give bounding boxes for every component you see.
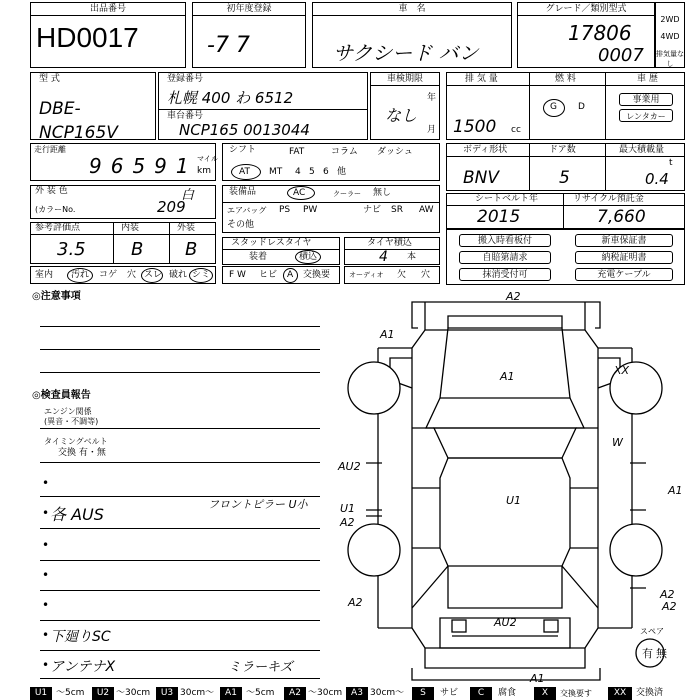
audio-label: オーディオ [349,271,384,279]
mark-roof: A1 [500,370,515,383]
doc-tax: 納税証明書 [575,251,673,264]
legend-a3-text: 30cm～ [370,688,405,698]
model-box [312,2,512,68]
audio-box [344,266,440,284]
legend-a2-text: ～30cm [308,688,343,698]
drive-2wd: 2WD [660,15,680,24]
legend-xx-code: XX [608,687,632,700]
body-box [446,143,685,191]
doc-signboard: 搬入時看板付 [459,234,551,247]
interior-cond-scuff: スレ [144,270,163,280]
recycle-value: 7,660 [597,207,646,227]
exterior-value: B [185,239,198,260]
fw-replace: 交換要 [303,270,331,280]
mark-hood: W [612,436,623,449]
mark-right-rear: A2 [660,588,675,601]
caution-title: ◎注意事項 [32,291,81,302]
mileage-value: 96591 [89,154,198,178]
grade-box [517,2,655,68]
legend-xx-text: 交換済 [636,688,664,698]
mark-bottom: A1 [530,672,545,685]
registration-label: 登録番号 [167,74,204,84]
shift-label: シフト [229,145,257,155]
legend-s-code: S [412,687,434,700]
bullet-2: • [42,506,50,520]
drive-4wd: 4WD [660,32,680,41]
legend-a1-text: ～5cm [246,688,275,698]
shift-column: コラム [331,147,358,157]
note-entry-4: アンテナX [50,659,116,675]
equipment-box [222,185,440,233]
capacity-label: 最大積載量 [619,145,665,155]
mark-left-mid: AU2 [338,460,361,473]
mark-left-front: A1 [380,328,395,341]
grade-label: グレード／類別型式 [518,3,654,16]
shift-4: 4 [295,167,301,177]
fw-box [222,266,340,284]
note-entry-1: 各 AUS [50,505,104,524]
shift-mt: MT [269,167,283,177]
drive-box [655,2,685,68]
legend-a3-code: A3 [346,687,368,700]
legend-c-code: C [470,687,492,700]
bullet-1: • [42,476,50,490]
timing-label: タイミングベルト [44,437,108,446]
note-entry-5: ミラーキズ [228,660,293,675]
body-value: BNV [463,168,500,188]
lot-id: HD0017 [36,22,139,53]
belt-label: シートベルト年 [475,194,539,204]
mark-right-front: XX [614,364,630,377]
equip-cooler: クーラー [333,190,361,198]
color-no-value: 209 [157,198,186,216]
legend-x-code: X [534,687,556,700]
color-box [30,185,216,219]
doc-insurance: 自賠第請求 [459,251,551,264]
color-no-label: (カラーNo. [35,205,76,214]
fw-label: F W [229,270,246,280]
first-registration-value: -7 7 [207,33,250,58]
tires-unit: 本 [407,252,417,262]
equip-none: 無し [373,188,392,198]
legend-u3-text: 30cm～ [180,688,215,698]
legend-a2-code: A2 [284,687,306,700]
color-value: 白 [181,188,195,203]
engine-label: エンジン関係 [44,407,92,416]
shift-at: AT [239,167,250,177]
mark-center: U1 [506,494,522,507]
color-label: 外 装 色 [35,186,68,196]
model-label: 車 名 [313,3,511,16]
equip-pw: PW [303,205,318,215]
bullet-7: • [42,658,50,672]
chassis-label: 車台番号 [167,111,204,121]
displacement-value: 1500 [453,117,497,137]
equip-ps: PS [279,205,291,215]
engine-row-box [446,72,685,140]
legend-u2-text: ～30cm [116,688,151,698]
belt-value: 2015 [477,207,521,227]
fw-a: A [287,270,294,280]
ref-score-value: 3.5 [57,239,86,260]
doors-value: 5 [559,168,570,188]
equip-ac: AC [293,188,306,198]
interior-cond-stain: シミ [192,270,211,280]
bullet-3: • [42,538,50,552]
interior-cond-hole: 穴 [127,270,137,280]
note-entry-3: 下廻りSC [50,629,111,645]
inspection-box [370,72,440,140]
capacity-value: 0.4 [645,170,669,188]
equip-navi: ナビ [363,205,382,215]
inspection-year-label: 年 [426,93,436,103]
doors-label: ドア数 [549,145,576,155]
equip-aw: AW [419,205,434,215]
mileage-unit-km: km [197,166,211,176]
item-number-label: 出品番号 [31,3,185,16]
equip-other: その他 [227,220,255,230]
interior-value: B [131,239,144,260]
history-label: 車 歴 [637,74,658,84]
equip-airbag: エアバッグ [227,206,267,215]
inspection-value: なし [385,106,418,125]
registration-box [158,72,368,140]
drive-none: 排気量なし [656,50,684,68]
mileage-unit-mile: マイル [197,155,218,163]
shift-dash: ダッシュ [377,147,413,157]
legend-x-text: 交換要す [560,689,592,698]
spare-yes: 有 [642,647,653,660]
studless-label: スタッドレスタイヤ [231,238,312,248]
audio-missing: 欠 [397,270,407,280]
mileage-box [30,143,216,181]
audio-hole: 穴 [421,270,431,280]
mark-left-rear: A2 [348,596,363,609]
tires-label: タイヤ積込 [367,238,412,248]
docs-box [446,229,685,285]
shift-6: 6 [323,167,329,177]
fw-crack: ヒビ [259,270,278,280]
mark-rear: AU2 [494,616,517,629]
capacity-unit: t [669,158,673,168]
legend-a1-code: A1 [220,687,242,700]
inspection-month-label: 月 [426,125,436,135]
interior-condition-box [30,266,216,284]
bullet-6: • [42,628,50,642]
interior-cond-tear: 破れ [169,270,188,280]
legend-u1-text: ～5cm [56,688,85,698]
history-rental: レンタカー [619,109,673,122]
fuel-g: G [550,102,557,112]
studless-loaded: 積込 [299,252,318,262]
interior-label: 内装 [121,223,140,233]
mark-right-a1: A1 [668,484,683,497]
legend-u1-code: U1 [30,687,52,700]
displacement-label: 排 気 量 [465,74,498,84]
inspection-label: 車検期限 [371,73,439,86]
interior-cond-label: 室内 [35,270,54,280]
inspector-title: ◎検査員報告 [32,390,91,401]
belt-recycle-box [446,193,685,229]
mark-rear-pillar: A2 [662,600,677,613]
recycle-label: リサイクル預託金 [573,194,644,204]
spare-no: 無 [656,647,667,660]
interior-cond-burn: コゲ [99,270,118,280]
score-box [30,222,216,264]
fuel-label: 燃 料 [555,74,576,84]
studless-mounted: 装着 [249,252,268,262]
doc-warranty: 新車保証書 [575,234,673,247]
displacement-unit: cc [511,125,521,135]
mark-top: A2 [506,290,521,303]
timing-exchange: 交換 有・無 [58,448,106,458]
history-business: 事業用 [619,93,673,106]
type-box [30,72,156,143]
studless-box [222,237,340,265]
equipment-label: 装備品 [229,187,257,197]
note-entry-2: フロントピラー U小 [208,498,308,511]
chassis-value: NCP165 0013044 [179,121,310,139]
grade-value-2: 0007 [598,45,644,66]
exterior-label: 外装 [177,223,196,233]
shift-fat: FAT [289,147,305,157]
grade-value-1: 17806 [568,21,632,45]
legend-c-text: 腐食 [498,688,517,698]
type-value: DBE-NCP165V [39,99,118,143]
shift-other: 他 [337,167,347,177]
first-registration-label: 初年度登録 [193,3,305,16]
tires-box [344,237,440,265]
bullet-4: • [42,568,50,582]
tires-value: 4 [379,249,388,265]
model-value: サクシード バン [333,41,479,65]
interior-cond-dirt: 汚れ [71,270,90,280]
legend-u2-code: U2 [92,687,114,700]
doc-cancel: 抹消受付可 [459,268,551,281]
type-label: 型 式 [39,74,60,84]
equip-sr: SR [391,205,403,215]
fuel-d: D [578,102,585,112]
ref-score-label: 参考評価点 [35,223,81,233]
body-label: ボディ形状 [463,145,508,155]
doc-cable: 充電ケーブル [575,268,673,281]
mark-left-u1: U1 [340,502,356,515]
legend-u3-code: U3 [156,687,178,700]
legend-s-text: サビ [440,688,459,698]
shift-box [222,143,440,181]
shift-5: 5 [309,167,315,177]
first-registration-box [192,2,306,68]
spare-label: スペア [640,627,664,636]
bullet-5: • [42,598,50,612]
registration-value: 札幌 400 わ 6512 [167,89,294,107]
mark-left-a2: A2 [340,516,355,529]
mileage-label: 走行距離 [34,145,66,154]
engine-sub: (異音・不調等) [44,417,99,426]
